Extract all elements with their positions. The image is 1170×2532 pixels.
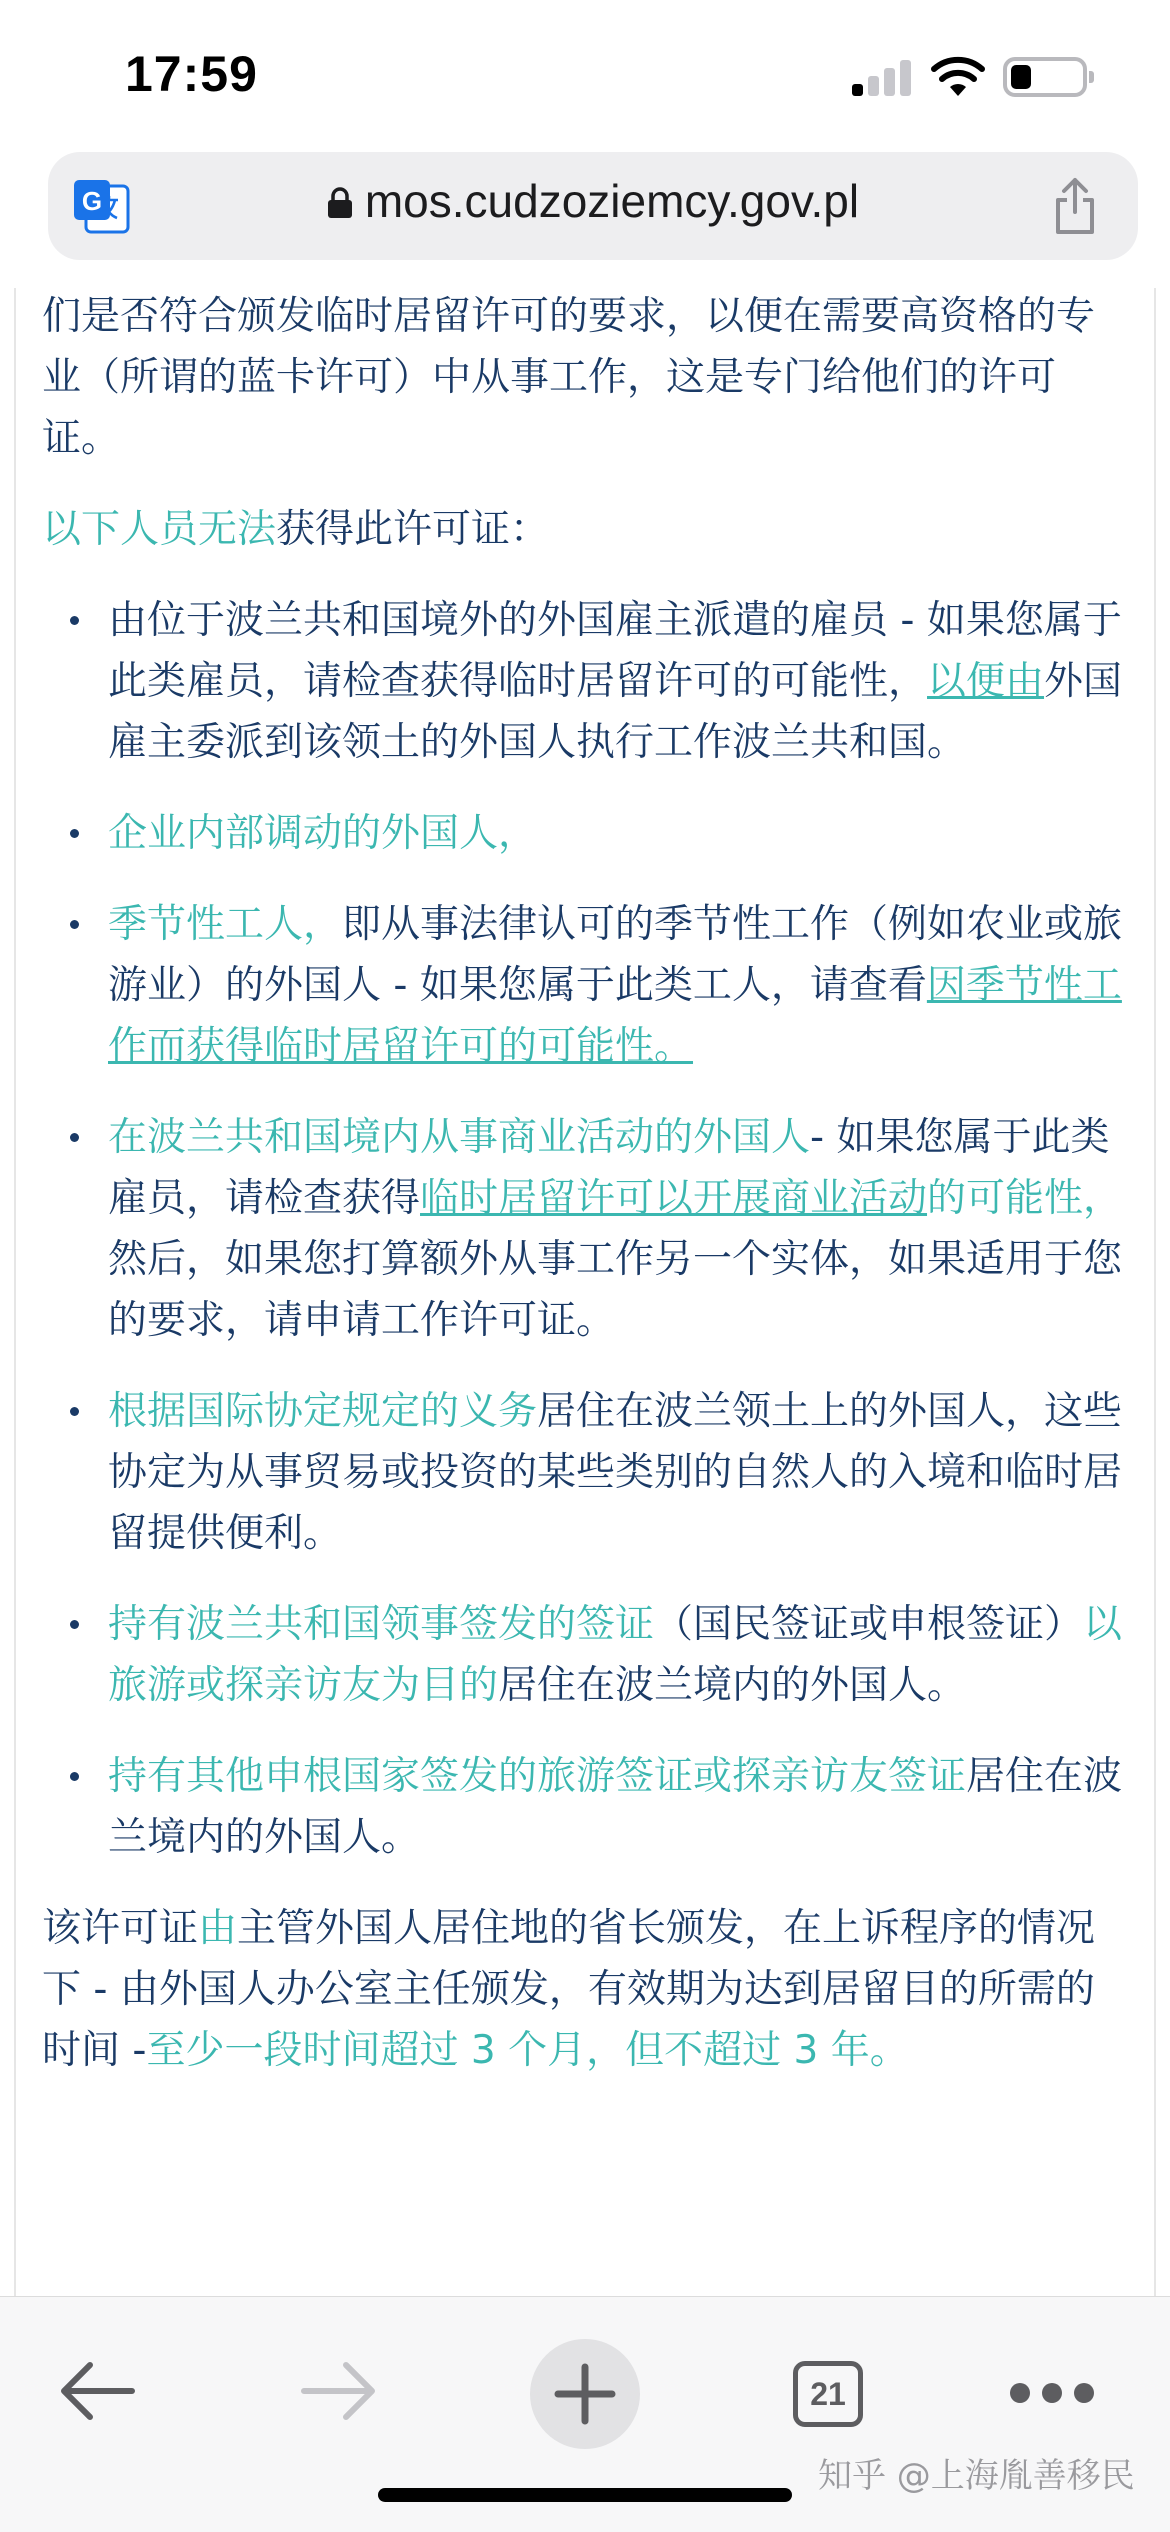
- list-item: [42, 1381, 1130, 1564]
- closing-highlight: 至少一段时间超过 3 个月，但不超过 3 年。: [146, 2028, 909, 2073]
- bullet: [70, 1772, 79, 1781]
- item-highlight: 的可能性，: [927, 1176, 1123, 1221]
- item-link[interactable]: 以便由: [927, 659, 1045, 704]
- status-time: 17:59: [125, 46, 258, 102]
- list-item: [42, 894, 1130, 1077]
- item-highlight: 持有其他申根国家签发的旅游签证或探亲访友签证: [108, 1754, 967, 1799]
- list-item: [42, 590, 1130, 773]
- watermark: 知乎 @上海胤善移民: [818, 2456, 1135, 2496]
- item-highlight: 以旅游或探亲访友为目的: [108, 1602, 1123, 1708]
- lock-icon: [327, 176, 353, 206]
- wifi-icon: [930, 56, 986, 98]
- item-text: 即从事法律认可的季节性工作（例如农业或旅游业）的外国人 - 如果您属于此类工人，请查看: [108, 902, 1123, 1008]
- item-highlight: 在波兰共和国境内从事商业活动的外国人: [108, 1115, 811, 1160]
- item-highlight: 持有波兰共和国领事签发的签证: [108, 1602, 655, 1647]
- lead-highlight: 以下人员无法: [42, 507, 277, 552]
- seasonal-work-link[interactable]: 因季节性工作而获得临时居留许可的可能性。: [108, 963, 1122, 1069]
- item-highlight: 根据国际协定规定的义务: [108, 1389, 538, 1434]
- translate-icon-glyph: G: [81, 186, 103, 216]
- bullet: [70, 1133, 79, 1142]
- forward-arrow-icon[interactable]: [300, 2359, 378, 2423]
- cellular-signal-icon: [852, 58, 914, 96]
- bullet: [70, 1407, 79, 1416]
- closing-text: 该许可证: [42, 1906, 199, 1951]
- item-text: 由位于波兰共和国境外的外国雇主派遣的雇员 - 如果您属于此类雇员，请检查获得临时居留许可的可能性，: [108, 598, 1122, 704]
- share-icon[interactable]: [1050, 176, 1100, 236]
- url-display[interactable]: [48, 174, 1138, 228]
- item-text: （国民签证或申根签证）: [654, 1602, 1084, 1647]
- address-bar[interactable]: [48, 152, 1138, 260]
- lead-paragraph: [42, 499, 1130, 560]
- plus-icon: [530, 2339, 640, 2449]
- new-tab-button[interactable]: [530, 2339, 640, 2449]
- item-highlight: 企业内部调动的外国人，: [108, 811, 538, 856]
- item-text: 居住在波兰领土上的外国人，这些协定为从事贸易或投资的某些类别的自然人的入境和临时居留提供便利。: [108, 1389, 1123, 1556]
- web-content[interactable]: [14, 288, 1156, 2296]
- back-arrow-icon[interactable]: [58, 2359, 136, 2423]
- url-text: mos.cudzoziemcy.gov.pl: [364, 175, 860, 227]
- closing-highlight: 由: [198, 1906, 238, 1951]
- bullet: [70, 920, 79, 929]
- list-item: [42, 1107, 1130, 1351]
- tab-switcher-button[interactable]: 21: [793, 2361, 863, 2427]
- bullet: [70, 616, 79, 625]
- list-item: [42, 1594, 1130, 1716]
- item-text: - 如果您属于此类雇员，请检查获得: [108, 1115, 1110, 1221]
- home-indicator[interactable]: [378, 2488, 792, 2502]
- intro-paragraph: 们是否符合颁发临时居留许可的要求，以便在需要高资格的专业（所谓的蓝卡许可）中从事工作，这是专门给他们的许可证。: [42, 294, 1096, 461]
- closing-text: 主管外国人居住地的省长颁发，在上诉程序的情况下 - 由外国人办公室主任颁发，有效期为达到居留目的所需的时间 -: [42, 1906, 1096, 2073]
- status-bar: [0, 0, 1170, 150]
- exclusion-list: [42, 590, 1130, 1868]
- battery-level: [1011, 65, 1031, 89]
- item-highlight: 季节性工人，: [108, 902, 343, 947]
- more-options-icon[interactable]: [1010, 2383, 1094, 2405]
- item-text: 居住在波兰境内的外国人。: [498, 1663, 967, 1708]
- list-item: [42, 803, 1130, 864]
- lead-rest: 获得此许可证：: [276, 507, 550, 552]
- item-text: 外国雇主委派到该领土的外国人执行工作波兰共和国。: [108, 659, 1123, 765]
- item-text: 居住在波兰境内的外国人。: [108, 1754, 1123, 1860]
- business-activity-link[interactable]: 临时居留许可以开展商业活动: [420, 1176, 928, 1221]
- bullet: [70, 829, 79, 838]
- closing-paragraph: [42, 1898, 1130, 2081]
- battery-icon: [1003, 57, 1087, 97]
- item-text: 然后，如果您打算额外从事工作另一个实体，如果适用于您的要求，请申请工作许可证。: [108, 1237, 1123, 1343]
- bullet: [70, 1620, 79, 1629]
- list-item: [42, 1746, 1130, 1868]
